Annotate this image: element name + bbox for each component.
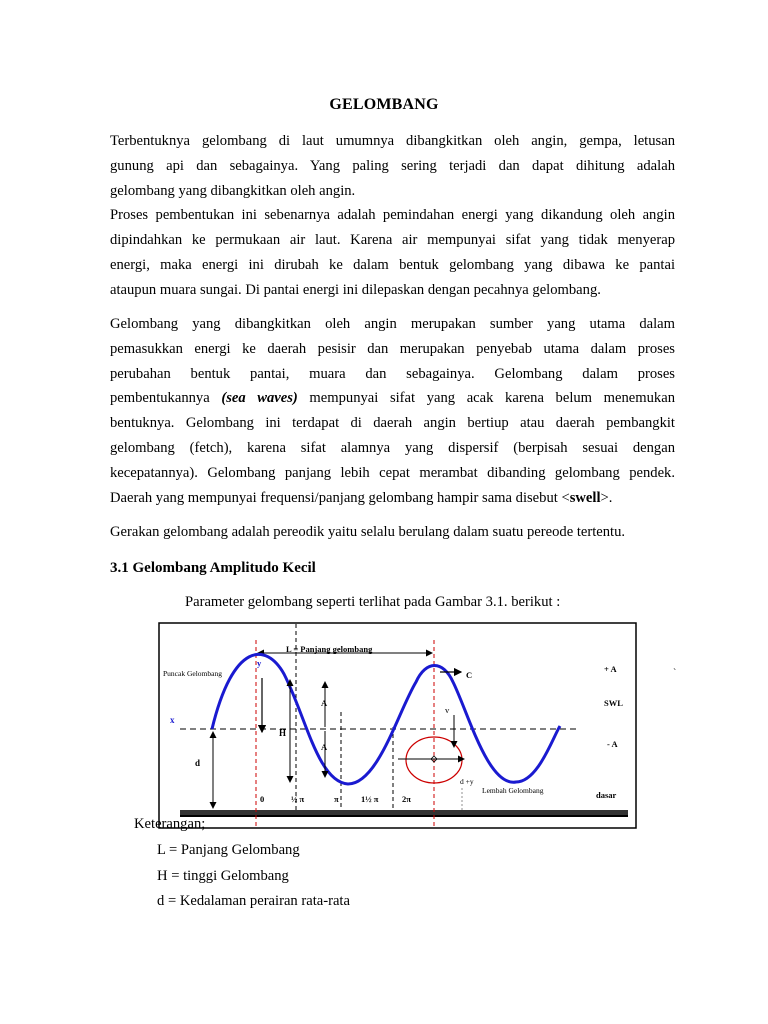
definition-item: H = tinggi Gelombang [157, 868, 289, 884]
text-line: perubahan bentuk pantai, muara dan sebagainya. Gelombang dalam proses [110, 365, 675, 382]
text-line: ataupun muara sungai. Di pantai energi ini dilepaskan dengan pecahnya gelombang. [110, 281, 601, 298]
text-line [110, 386, 675, 411]
tick-2pi: 2π [402, 794, 411, 804]
text-line: kecepatannya). Gelombang panjang lebih cepat merambat dibanding gelombang pendek. [110, 464, 675, 481]
paragraph-wind-waves [110, 312, 675, 510]
label-amplitude-1: A [321, 698, 328, 708]
tick-pi: π [334, 794, 339, 804]
wave-curve [212, 654, 560, 784]
tick-0: 0 [260, 794, 265, 804]
label-depth: d [195, 758, 201, 768]
text-line: energi, maka energi ini dirubah ke dalam bentuk gelombang yang dibawa ke pantai [110, 256, 675, 273]
keterangan-label: Keterangan; [134, 816, 206, 832]
text-span: >. [600, 489, 613, 506]
label-minus-a: - A [607, 739, 618, 749]
text-span: Daerah yang mempunyai frequensi/panjang gelombang hampir sama disebut < [110, 489, 570, 506]
text-line: Gelombang yang dibangkitkan oleh angin merupakan sumber yang utama dalam [110, 316, 675, 332]
text-line: pemasukkan energi ke daerah pesisir dan merupakan penyebab utama dalam proses [110, 340, 675, 357]
text-line: gelombang yang dibangkitkan oleh angin. [110, 182, 356, 199]
sea-waves-term: (sea waves) [221, 390, 298, 407]
label-velocity: v [445, 705, 450, 715]
label-trough: Lembah Gelombang [482, 786, 544, 795]
label-amplitude-2: A [321, 742, 328, 752]
label-celerity: C [466, 670, 473, 680]
tick-one-half-pi: 1½ π [361, 794, 379, 804]
definition-item: L = Panjang Gelombang [157, 842, 300, 858]
text-line: Gerakan gelombang adalah pereodik yaitu selalu berulang dalam suatu pereode tertentu. [110, 524, 626, 540]
text-line: bentuknya. Gelombang ini terdapat di daerah angin bertiup atau daerah pembangkit [110, 415, 675, 432]
figure-intro: Parameter gelombang seperti terlihat pada Gambar 3.1. berikut : [185, 594, 561, 610]
figure-frame [159, 623, 636, 828]
text-line: Proses pembentukan ini sebenarnya adalah pemindahan energi yang dikandung oleh angin [110, 207, 675, 224]
text-line: dipindahkan ke permukaan air laut. Karena air mempunyai sifat yang tidak menyerap [110, 232, 675, 249]
label-height: H [279, 728, 287, 738]
label-dasar: dasar [596, 790, 617, 800]
label-wavelength: L = Panjang gelombang [286, 644, 373, 654]
paragraph-periodic [110, 520, 675, 545]
stray-mark: ` [673, 668, 677, 679]
text-line: Terbentuknya gelombang di laut umumnya dibangkitkan oleh angin, gempa, letusan [110, 133, 675, 149]
section-heading: 3.1 Gelombang Amplitudo Kecil [110, 560, 316, 576]
text-line: gelombang (fetch), karena sifat alamnya yang dispersif (berpisah sesuai dengan [110, 439, 675, 456]
label-x-axis: x [170, 715, 175, 725]
page-title: GELOMBANG [329, 96, 439, 113]
text-line: gunung api dan sebagainya. Yang paling sering terjadi dan dapat dihitung adalah [110, 157, 675, 174]
label-swl: SWL [604, 698, 623, 708]
label-y-axis: y [257, 658, 262, 668]
definition-item: d = Kedalaman perairan rata-rata [157, 893, 350, 909]
label-d-plus-y: d +y [460, 777, 474, 786]
paragraph-intro [110, 129, 675, 303]
text-span: pembentukannya [110, 390, 222, 407]
tick-half-pi: ½ π [291, 794, 305, 804]
wave-figure [158, 622, 637, 829]
text-span: mempunyai sifat yang acak karena belum menemukan [297, 390, 675, 407]
swell-term: swell [569, 489, 601, 506]
text-line [110, 486, 675, 511]
label-plus-a: + A [604, 664, 617, 674]
label-crest: Puncak Gelombang [163, 669, 222, 678]
